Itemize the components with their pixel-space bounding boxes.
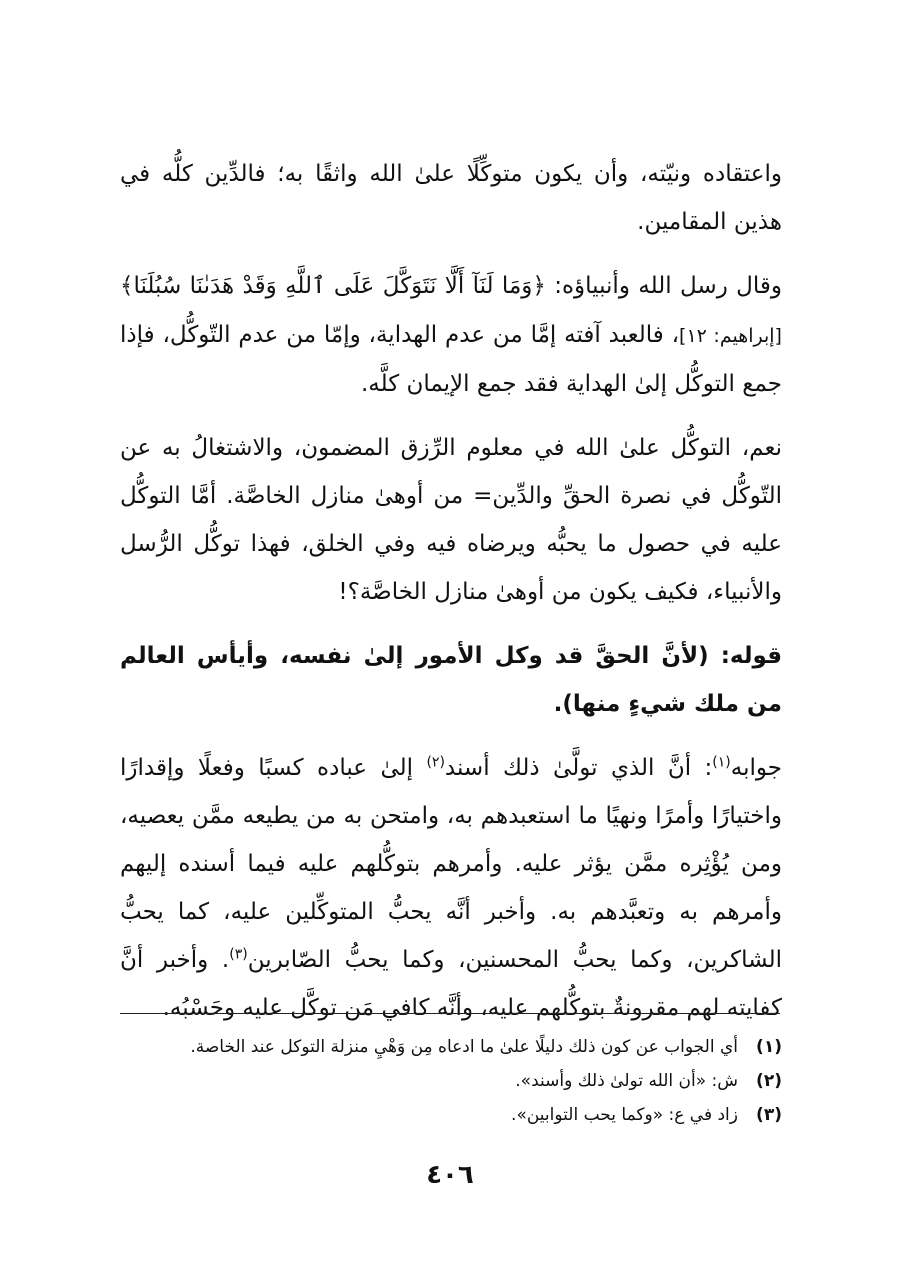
text-segment: قوله: (لأنَّ الحقَّ قد وكل الأمور إلىٰ نفسه، وأيأس العالم من ملك شيءٍ منها). — [120, 643, 782, 717]
footnote-marker: (٢) — [426, 754, 445, 771]
text-segment: جوابه — [730, 755, 782, 781]
text-segment: واعتقاده ونيّته، وأن يكون متوكِّلًا علىٰ الله واثقًا به؛ فالدِّين كلُّه في هذين المقامين. — [120, 161, 782, 235]
footnote-item — [120, 1030, 782, 1064]
page-body — [120, 150, 782, 1048]
footnote-text: أي الجواب عن كون ذلك دليلًا علىٰ ما ادعاه مِن وَهْيِ منزلة التوكل عند الخاصة. — [190, 1037, 738, 1057]
text-segment: وقال رسل الله وأنبياؤه: — [545, 273, 782, 299]
text-segment: : أنَّ الذي تولَّىٰ ذلك أسند — [444, 755, 713, 781]
paragraph-p5 — [120, 744, 782, 1032]
text-segment: ، فالعبد آفته إمَّا من عدم الهداية، وإمّا من عدم التّوكُّل، فإذا جمع التوكُّل إلىٰ الهداية فقد جمع الإيمان كلَّه. — [120, 322, 782, 397]
verse-reference: [إبراهيم: ١٢] — [679, 325, 782, 347]
paragraph-p3 — [120, 424, 782, 616]
paragraph-p2 — [120, 262, 782, 408]
footnote-marker: (١) — [712, 754, 731, 771]
paragraph-p4 — [120, 632, 782, 728]
footnote-divider — [120, 1013, 780, 1014]
footnote-number: (٣) — [756, 1105, 782, 1125]
paragraph-p1 — [120, 150, 782, 246]
footnote-item — [120, 1064, 782, 1098]
footnote-text: زاد في ع: «وكما يحب التوابين». — [511, 1105, 738, 1125]
text-segment: إلىٰ عباده كسبًا وفعلًا وإقدارًا واختيارًا وأمرًا ونهيًا ما استعبدهم به، وامتحن به من يطيعه ممَّن يعصيه، ومن يُؤْثِره ممَّن يؤثر عليه. وأمرهم بتوكُّلهم عليه فيما أسنده إليهم وأمرهم به وتعبَّدهم به. وأخبر أنَّه يحبُّ المتوكِّلين عليه، كما يحبُّ الشاكرين، وكما يحبُّ المحسنين، وكما يحبُّ الصّابرين — [120, 755, 782, 973]
quran-verse: ﴿وَمَا لَنَآ أَلَّا نَتَوَكَّلَ عَلَى ٱللَّهِ وَقَدْ هَدَىٰنَا سُبُلَنَا﴾ — [120, 273, 546, 299]
footnote-number: (٢) — [756, 1071, 782, 1091]
footnote-item — [120, 1098, 782, 1132]
footnote-marker: (٣) — [229, 946, 248, 963]
footnote-number: (١) — [756, 1037, 782, 1057]
text-segment: . وأخبر أنَّ كفايته لهم مقرونةٌ بتوكُّلهم عليه، وأنَّه كافي مَن توكَّل عليه وحَسْبُه. — [120, 947, 782, 1021]
text-segment: نعم، التوكُّل علىٰ الله في معلوم الرِّزق المضمون، والاشتغالُ به عن التّوكُّل في نصرة الحقِّ والدِّين= من أوهىٰ منازل الخاصَّة. أمَّا التوكُّل عليه في حصول ما يحبُّه ويرضاه فيه وفي الخلق، فهذا توكُّل الرُّسل والأنبياء، فكيف يكون من أوهىٰ منازل الخاصَّة؟! — [120, 435, 782, 605]
footnotes — [120, 1030, 782, 1132]
page-number: ٤٠٦ — [426, 1160, 474, 1190]
footnote-text: ش: «أن الله تولىٰ ذلك وأسند». — [515, 1071, 738, 1091]
